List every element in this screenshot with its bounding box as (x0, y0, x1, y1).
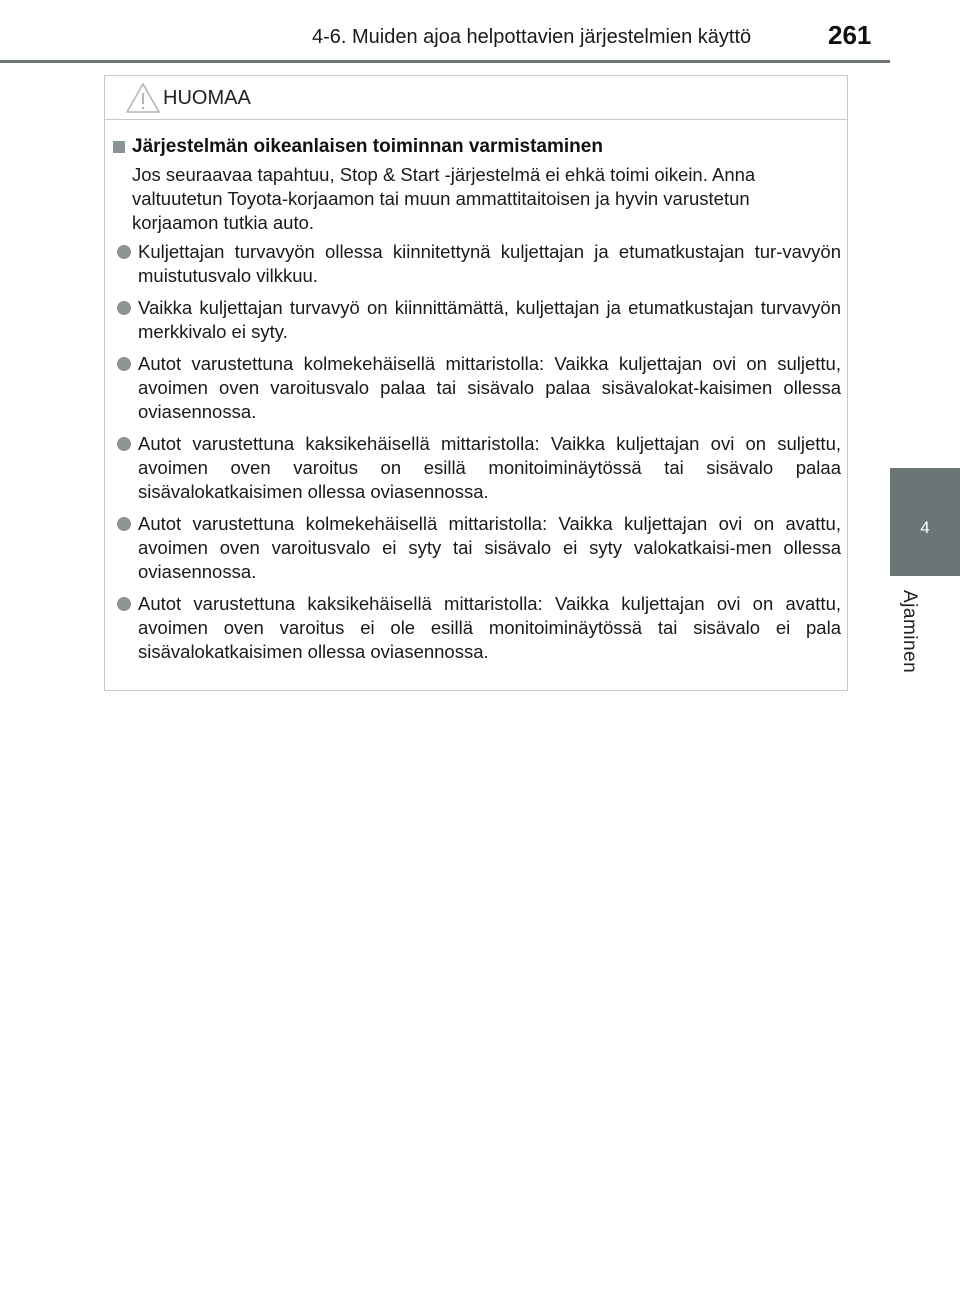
round-bullet-icon (117, 517, 131, 531)
round-bullet-icon (117, 357, 131, 371)
notice-label: HUOMAA (163, 87, 251, 109)
round-bullet-icon (117, 301, 131, 315)
list-item: Autot varustettuna kaksikehäisellä mittaristolla: Vaikka kuljettajan ovi on avattu, avoimen oven varoitus ei ole esillä monitoiminäytössä tai sisävalo ei pala sisävalokatkaisimen ollessa oviasennossa. (127, 592, 841, 664)
section-heading (113, 136, 603, 158)
notice-header (105, 76, 847, 120)
warning-triangle-icon (125, 82, 161, 114)
chapter-number: 4 (920, 518, 930, 537)
page-number: 261 (828, 20, 872, 50)
list-item: Autot varustettuna kolmekehäisellä mittaristolla: Vaikka kuljettajan ovi on avattu, avoimen oven varoitusvalo ei syty tai sisävalo ei syty valokatkaisi-men ollessa oviasennossa. (127, 512, 841, 584)
notice-box (104, 75, 848, 691)
intro-text: Jos seuraavaa tapahtuu, Stop & Start -järjestelmä ei ehkä toimi oikein. Anna valtuutetun Toyota-korjaamon tai muun ammattitaitoisen ja hyvin varustetun korjaamon tutkia auto. (132, 164, 756, 233)
round-bullet-icon (117, 597, 131, 611)
list-item: Autot varustettuna kolmekehäisellä mittaristolla: Vaikka kuljettajan ovi on suljettu, avoimen oven varoitusvalo palaa tai sisävalo palaa sisävalokat-kaisimen ollessa oviasennossa. (127, 352, 841, 424)
list-item: Autot varustettuna kaksikehäisellä mittaristolla: Vaikka kuljettajan ovi on suljettu, avoimen oven varoitus on esillä monitoiminäytössä tai sisävalo palaa sisävalokatkaisimen ollessa oviasennossa. (127, 432, 841, 504)
square-bullet-icon (113, 141, 125, 153)
chapter-label: Ajaminen (899, 590, 920, 674)
list-item: Vaikka kuljettajan turvavyö on kiinnittämättä, kuljettajan ja etumatkustajan turvavyön merkkivalo ei syty. (127, 296, 841, 344)
condition-list (127, 240, 841, 672)
round-bullet-icon (117, 245, 131, 259)
round-bullet-icon (117, 437, 131, 451)
list-item: Kuljettajan turvavyön ollessa kiinnitettynä kuljettajan ja etumatkustajan tur-vavyön muistutusvalo vilkkuu. (127, 240, 841, 288)
header-title: 4-6. Muiden ajoa helpottavien järjestelmien käyttö (312, 26, 752, 48)
header-rule (0, 60, 890, 63)
section-heading-text: Järjestelmän oikeanlaisen toiminnan varmistaminen (132, 136, 603, 157)
chapter-tab (890, 468, 960, 576)
